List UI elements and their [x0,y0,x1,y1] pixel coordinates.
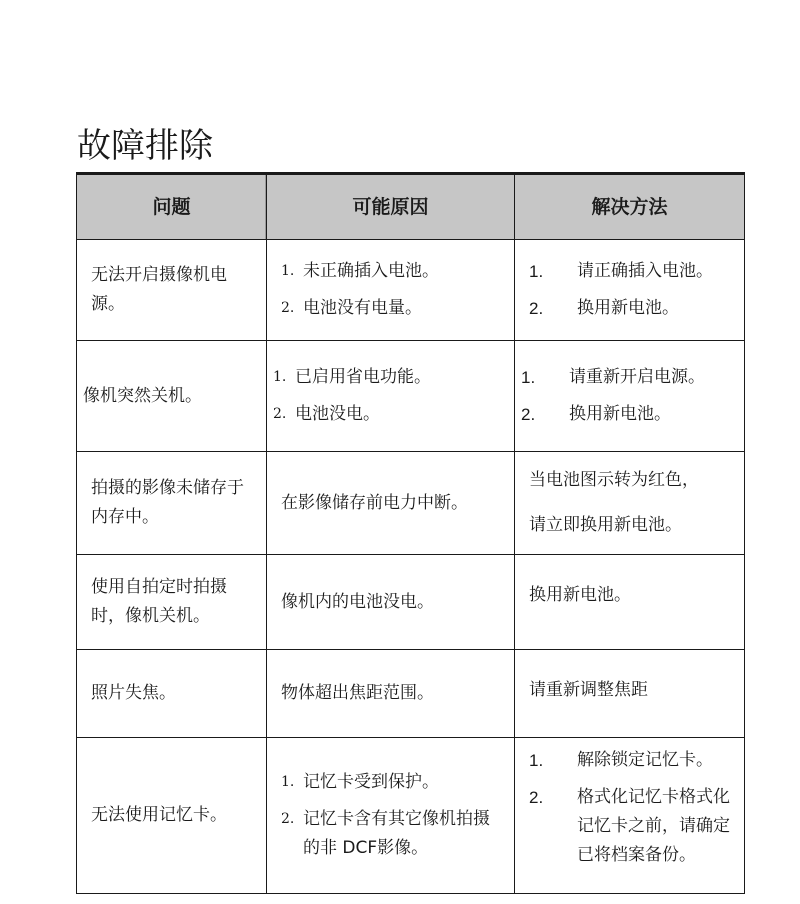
item-text: 记忆卡受到保护。 [303,772,439,792]
solution-item [529,257,730,286]
solution-item [529,783,730,870]
problem-cell [77,452,267,555]
solution-cell [515,650,745,738]
solution-cell [515,240,745,341]
item-number: 2. [273,406,287,422]
item-text: 电池没有电量。 [303,298,422,318]
problem-cell [77,738,267,894]
item-text: 电池没电。 [295,404,380,424]
table-row [77,650,745,738]
solution-item [521,363,730,392]
cause-cell [267,738,515,894]
solution-line: 请立即换用新电池。 [529,515,682,535]
cause-cell [267,555,515,650]
cause-item [281,805,500,863]
item-number: 2. [281,811,295,827]
cause-item [281,294,500,323]
item-text: 换用新电池。 [569,404,671,424]
solution-item [529,294,730,323]
item-text: 请正确插入电池。 [577,261,713,281]
item-text: 未正确插入电池。 [303,261,439,281]
item-number: 2. [529,788,544,807]
table-row [77,555,745,650]
item-number: 2. [529,299,544,318]
problem-text: 拍摄的影像未储存于内存中。 [91,478,244,527]
cause-cell [267,240,515,341]
cause-item [281,768,500,797]
solution-cell [515,452,745,555]
solution-cell [515,341,745,452]
table-row [77,452,745,555]
item-text: 格式化记忆卡格式化记忆卡之前，请确定已将档案备份。 [577,787,730,865]
item-number: 1. [273,369,287,385]
solution-text: 请重新调整焦距 [529,680,648,700]
item-text: 已启用省电功能。 [295,367,431,387]
cause-text: 像机内的电池没电。 [281,591,434,612]
item-number: 2. [521,405,536,424]
problem-cell [77,240,267,341]
cause-item [273,363,500,392]
problem-cell [77,341,267,452]
item-number: 1. [281,774,295,790]
cause-text: 物体超出焦距范围。 [281,683,434,703]
item-number: 1. [529,751,544,770]
cause-cell [267,650,515,738]
item-number: 1. [529,262,544,281]
item-text: 换用新电池。 [577,298,679,318]
problem-cell [77,555,267,650]
table-header-row [77,174,745,240]
table-row [77,341,745,452]
item-number: 2. [281,300,295,316]
solution-item [529,746,730,775]
problem-text: 照片失焦。 [91,683,176,703]
cause-text: 在影像储存前电力中断。 [281,492,468,513]
solution-cell [515,738,745,894]
solution-line: 当电池图示转为红色， [529,470,699,490]
item-number: 1. [281,263,295,279]
solution-text: 换用新电池。 [529,585,631,605]
problem-text: 无法开启摄像机电源。 [91,265,227,314]
header-cause: 可能原因 [267,174,515,240]
problem-text: 无法使用记忆卡。 [91,805,227,825]
cause-cell [267,341,515,452]
item-text: 记忆卡含有其它像机拍摄的非 DCF影像。 [303,809,490,858]
table-row [77,240,745,341]
troubleshooting-table [76,172,745,894]
problem-text: 使用自拍定时拍摄时，像机关机。 [91,577,227,626]
cause-cell [267,452,515,555]
header-problem: 问题 [77,174,267,240]
solution-cell [515,555,745,650]
problem-cell [77,650,267,738]
solution-item [521,400,730,429]
page-title: 故障排除 [77,126,213,166]
item-text: 请重新开启电源。 [569,367,705,387]
header-solution: 解决方法 [515,174,745,240]
item-text: 解除锁定记忆卡。 [577,750,713,770]
cause-item [281,257,500,286]
problem-text: 像机突然关机。 [83,385,202,406]
item-number: 1. [521,368,536,387]
cause-item [273,400,500,429]
table-row [77,738,745,894]
